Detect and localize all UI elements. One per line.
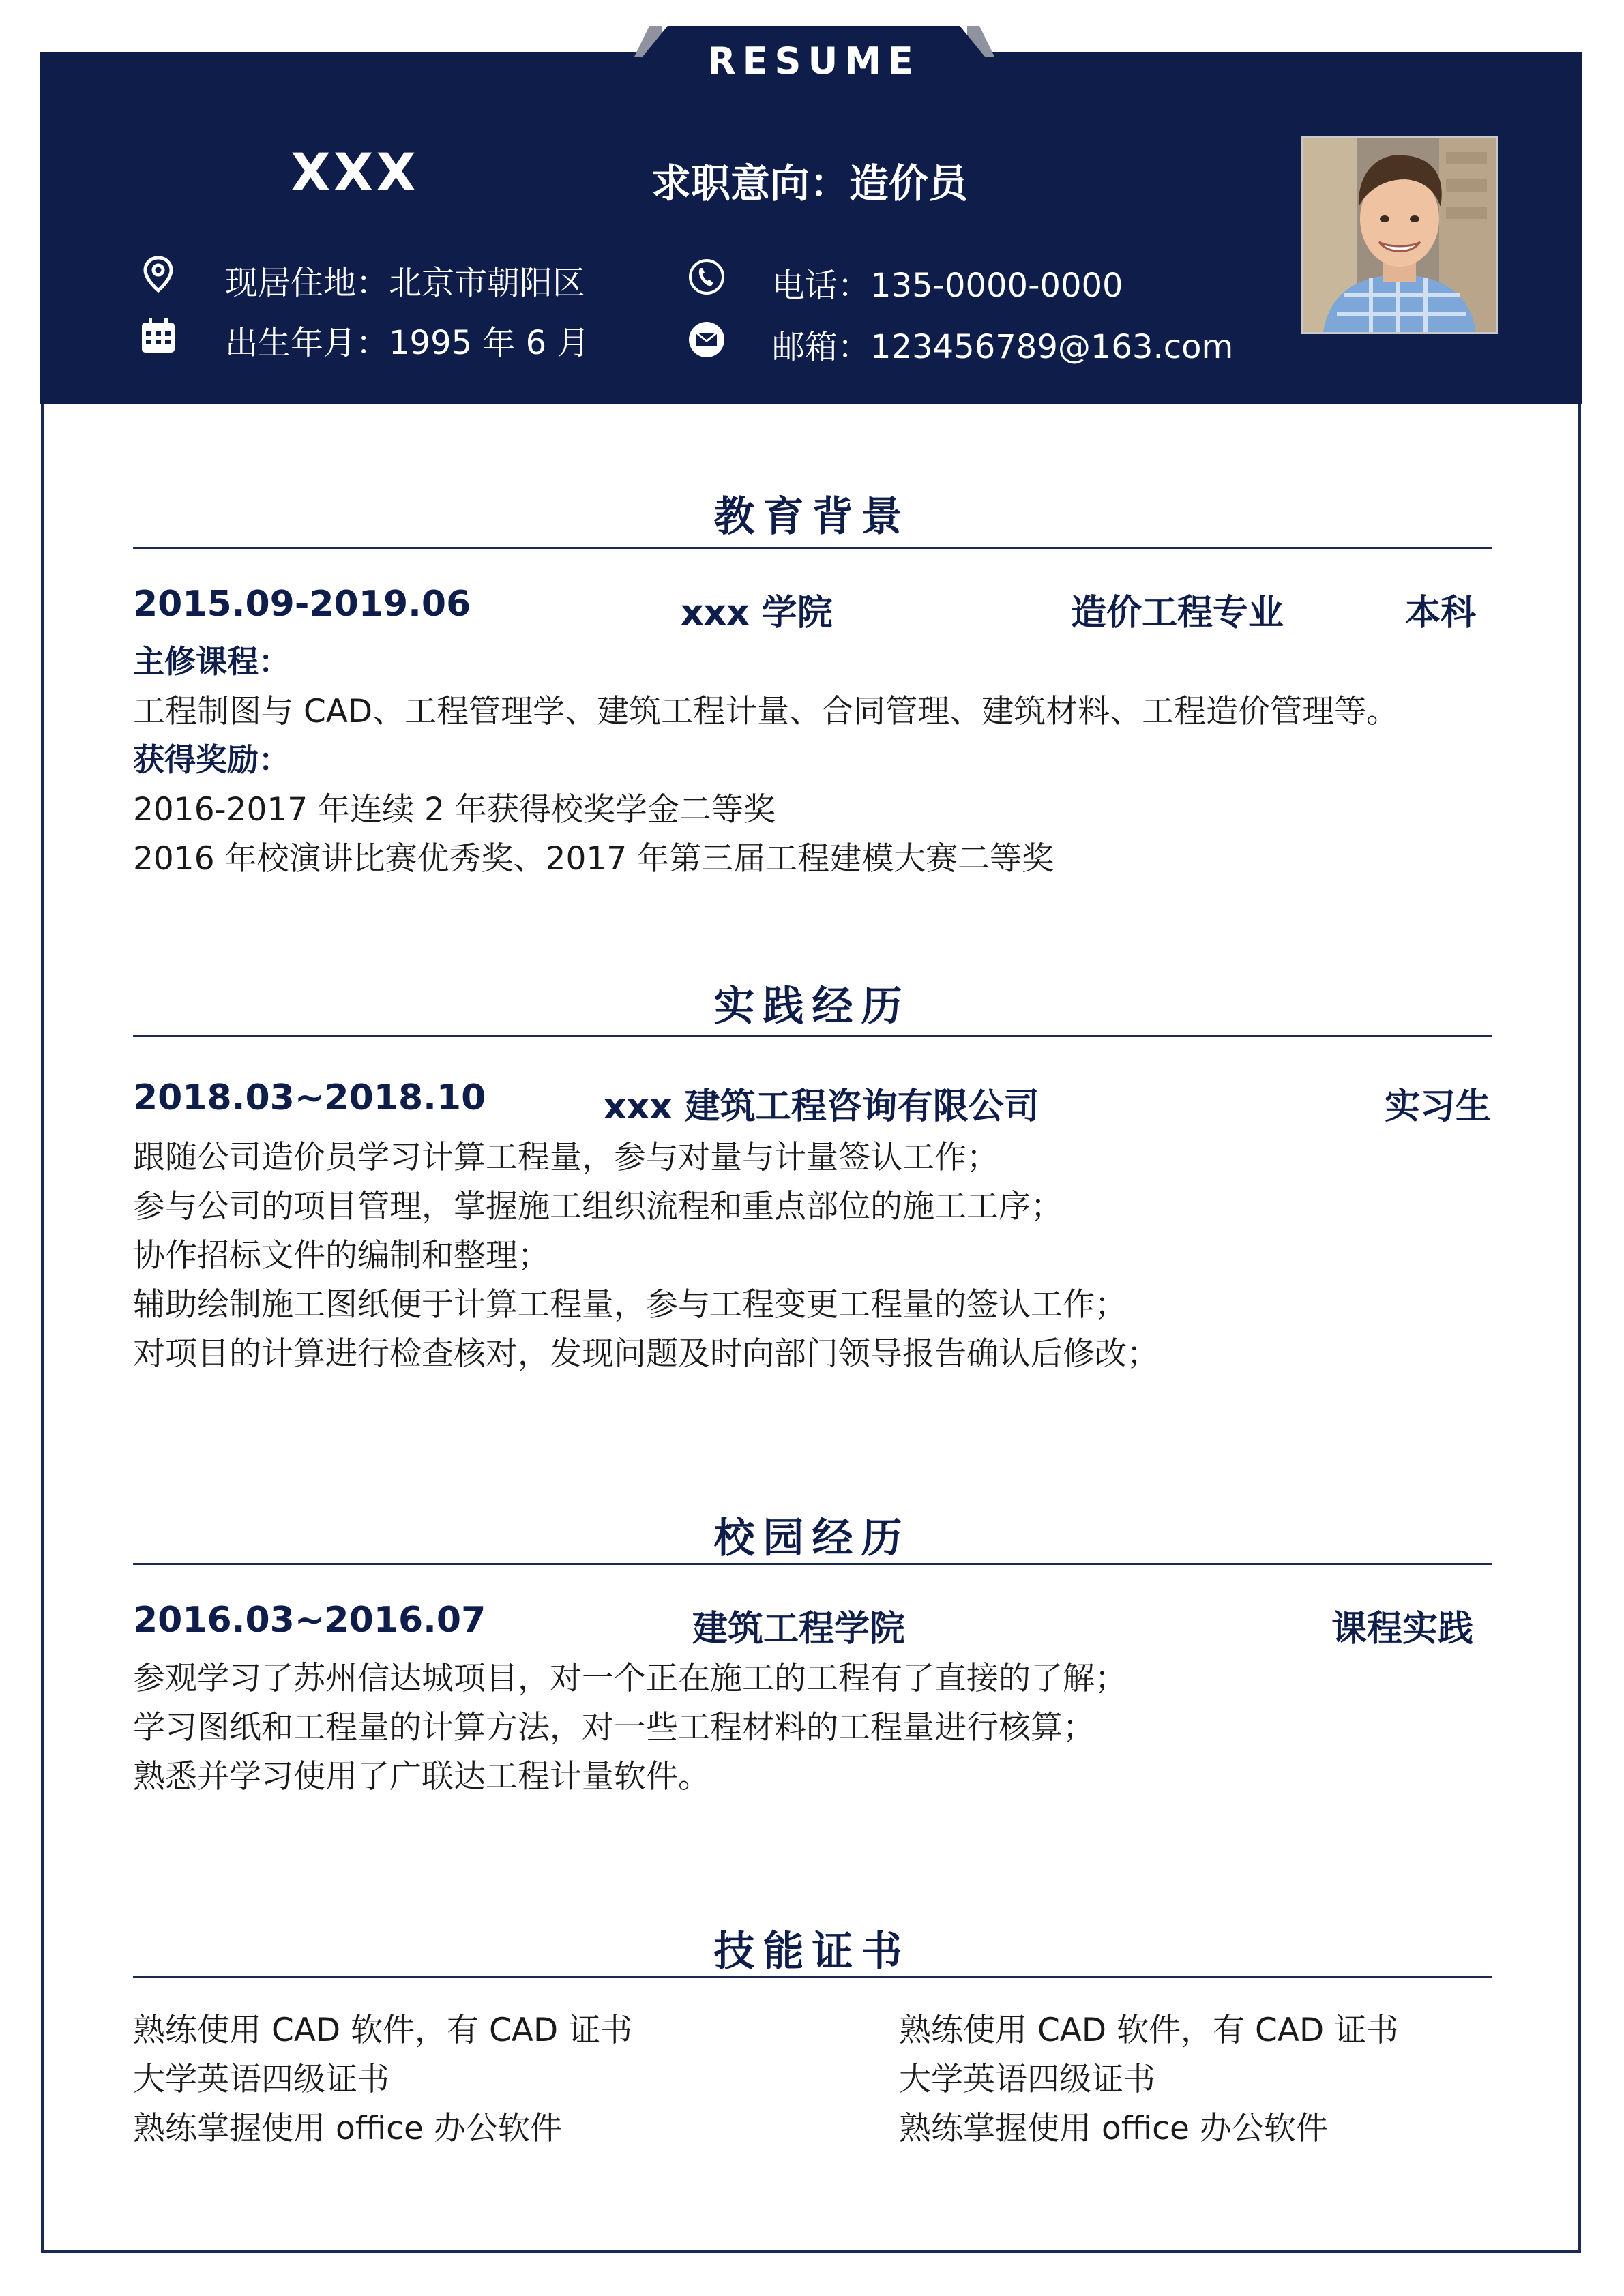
candidate-name: XXX xyxy=(291,142,419,203)
award-item: 2016-2017 年连续 2 年获得校奖学金二等奖 xyxy=(133,791,776,829)
phone: 电话：135-0000-0000 xyxy=(772,267,1123,305)
courses-text: 工程制图与 CAD、工程管理学、建筑工程计量、合同管理、建筑材料、工程造价管理等。 xyxy=(133,693,1399,730)
education-divider xyxy=(133,547,1492,549)
skill-item: 熟练掌握使用 office 办公软件 xyxy=(133,2110,562,2147)
education-degree: 本科 xyxy=(1405,593,1477,633)
practice-role: 实习生 xyxy=(1385,1086,1492,1127)
practice-company: xxx 建筑工程咨询有限公司 xyxy=(604,1086,1039,1127)
job-intent: 求职意向：造价员 xyxy=(651,160,969,207)
section-title-education: 教育背景 xyxy=(713,493,911,541)
email: 邮箱：123456789@163.com xyxy=(772,328,1234,366)
calendar-icon xyxy=(139,316,177,355)
section-title-campus: 校园经历 xyxy=(713,1515,911,1562)
education-school: xxx 学院 xyxy=(681,593,833,633)
practice-period: 2018.03~2018.10 xyxy=(133,1077,486,1118)
location-icon xyxy=(139,255,177,293)
courses-label: 主修课程： xyxy=(133,643,290,680)
skills-divider xyxy=(133,1976,1492,1978)
campus-org: 建筑工程学院 xyxy=(692,1609,906,1650)
campus-role: 课程实践 xyxy=(1331,1609,1474,1650)
campus-item: 熟悉并学习使用了广联达工程计量软件。 xyxy=(133,1758,710,1795)
phone-icon xyxy=(688,258,726,296)
skill-item: 熟练使用 CAD 软件，有 CAD 证书 xyxy=(899,2012,1399,2049)
practice-item: 对项目的计算进行检查核对，发现问题及时向部门领导报告确认后修改； xyxy=(133,1335,1159,1373)
education-major: 造价工程专业 xyxy=(1071,593,1284,633)
profile-photo xyxy=(1301,136,1498,334)
practice-item: 跟随公司造价员学习计算工程量，参与对量与计量签认工作； xyxy=(133,1139,999,1176)
practice-item: 辅助绘制施工图纸便于计算工程量，参与工程变更工程量的签认工作； xyxy=(133,1286,1127,1324)
skill-item: 大学英语四级证书 xyxy=(133,2061,389,2098)
email-icon xyxy=(688,320,726,359)
practice-item: 参与公司的项目管理，掌握施工组织流程和重点部位的施工工序； xyxy=(133,1188,1063,1225)
birth-date: 出生年月：1995 年 6 月 xyxy=(225,324,590,362)
campus-divider xyxy=(133,1563,1492,1565)
skill-item: 熟练掌握使用 office 办公软件 xyxy=(899,2110,1328,2147)
campus-item: 参观学习了苏州信达城项目，对一个正在施工的工程有了直接的了解； xyxy=(133,1660,1127,1697)
practice-item: 协作招标文件的编制和整理； xyxy=(133,1237,550,1274)
section-title-practice: 实践经历 xyxy=(713,983,911,1030)
resume-label: RESUME xyxy=(707,40,920,83)
education-period: 2015.09-2019.06 xyxy=(133,584,471,625)
skill-item: 熟练使用 CAD 软件，有 CAD 证书 xyxy=(133,2012,633,2049)
campus-item: 学习图纸和工程量的计算方法，对一些工程材料的工程量进行核算； xyxy=(133,1709,1095,1746)
awards-label: 获得奖励： xyxy=(133,741,290,778)
section-title-skills: 技能证书 xyxy=(713,1928,911,1976)
residence: 现居住地：北京市朝阳区 xyxy=(225,264,586,302)
campus-period: 2016.03~2016.07 xyxy=(133,1600,486,1641)
award-item: 2016 年校演讲比赛优秀奖、2017 年第三届工程建模大赛二等奖 xyxy=(133,840,1054,878)
skill-item: 大学英语四级证书 xyxy=(899,2061,1155,2098)
practice-divider xyxy=(133,1035,1492,1037)
